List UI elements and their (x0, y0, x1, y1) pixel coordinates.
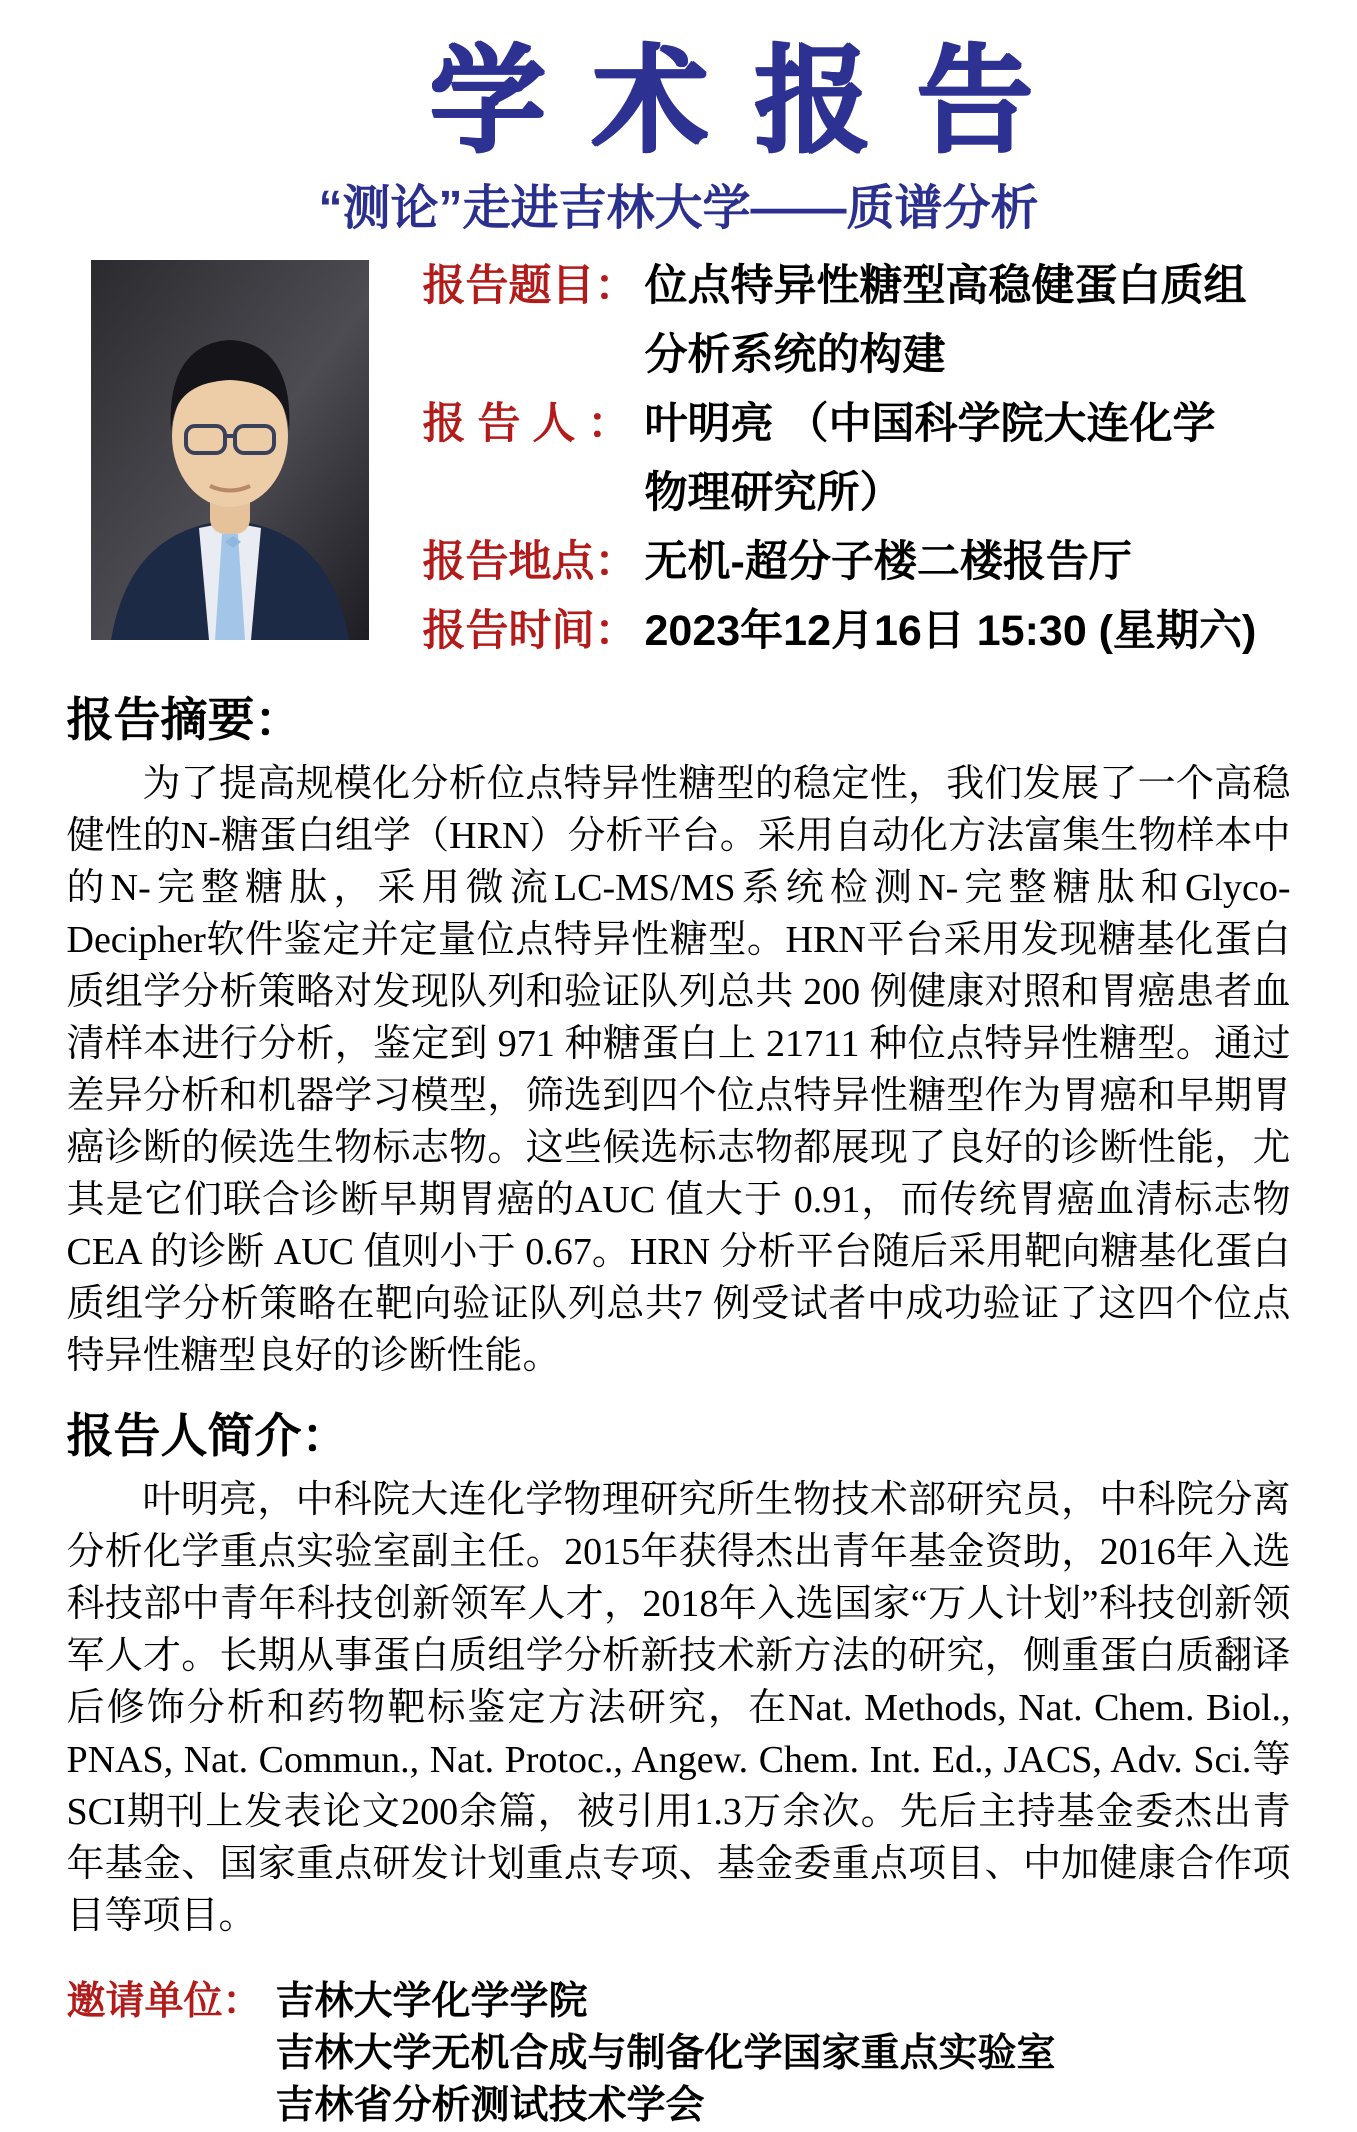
hosts-items (276, 1976, 1056, 2132)
talk-title-value (645, 252, 1247, 390)
host-item-3: 吉林省分析测试技术学会 (276, 2080, 1056, 2132)
abstract-heading: 报告摘要： (67, 692, 1291, 748)
location-label: 报告地点： (423, 528, 645, 597)
time-line: 2023年12月16日 15:30 (星期六) (645, 597, 1257, 666)
talk-title-line-2: 分析系统的构建 (645, 321, 1247, 390)
talk-info-rows (423, 250, 1257, 666)
speaker-photo (91, 260, 369, 640)
info-row-speaker (423, 390, 1257, 528)
location-line: 无机-超分子楼二楼报告厅 (645, 528, 1132, 597)
speaker-value (645, 390, 1216, 528)
bio-heading: 报告人简介： (67, 1408, 1291, 1464)
speaker-photo-image (91, 260, 369, 640)
info-row-title (423, 252, 1257, 390)
talk-title-line-1: 位点特异性糖型高稳健蛋白质组 (645, 252, 1247, 321)
speaker-line-1: 叶明亮 （中国科学院大连化学 (645, 390, 1216, 459)
talk-info-section (67, 250, 1291, 666)
speaker-label: 报 告 人 ： (423, 390, 645, 528)
time-label: 报告时间： (423, 597, 645, 666)
poster-page (27, 26, 1331, 2123)
hosts-label: 邀请单位： (67, 1976, 262, 2132)
host-item-2: 吉林大学无机合成与制备化学国家重点实验室 (276, 2028, 1056, 2080)
time-value (645, 597, 1257, 666)
info-row-time (423, 597, 1257, 666)
speaker-line-2: 物理研究所） (645, 459, 1216, 528)
talk-title-label: 报告题目： (423, 252, 645, 390)
location-value (645, 528, 1132, 597)
abstract-text: 为了提高规模化分析位点特异性糖型的稳定性，我们发展了一个高稳健性的N-糖蛋白组学（HRN）分析平台。采用自动化方法富集生物样本中的N-完整糖肽，采用微流LC-MS/MS系统检测N-完整糖肽和Glyco-Decipher软件鉴定并定量位点特异性糖型。HRN平台采用发现糖基化蛋白质组学分析策略对发现队列和验证队列总共 200 例健康对照和胃癌患者血清样本进行分析，鉴定到 971 种糖蛋白上 21711 种位点特异性糖型。通过差异分析和机器学习模型，筛选到四个位点特异性糖型作为胃癌和早期胃癌诊断的候选生物标志物。这些候选标志物都展现了良好的诊断性能，尤其是它们联合诊断早期胃癌的AUC 值大于 0.91，而传统胃癌血清标志物 CEA 的诊断 AUC 值则小于 0.67。HRN 分析平台随后采用靶向糖基化蛋白质组学分析策略在靶向验证队列总共7 例受试者中成功验证了这四个位点特异性糖型良好的诊断性能。 (67, 758, 1291, 1382)
hosts-section (67, 1976, 1291, 2132)
info-row-location (423, 528, 1257, 597)
page-title: 学术报告 (142, 26, 1357, 174)
page-subtitle: “测论”走进吉林大学——质谱分析 (67, 180, 1291, 238)
host-item-1: 吉林大学化学学院 (276, 1976, 1056, 2028)
bio-text: 叶明亮，中科院大连化学物理研究所生物技术部研究员，中科院分离分析化学重点实验室副主任。2015年获得杰出青年基金资助，2016年入选科技部中青年科技创新领军人才，2018年入选国家“万人计划”科技创新领军人才。长期从事蛋白质组学分析新技术新方法的研究，侧重蛋白质翻译后修饰分析和药物靶标鉴定方法研究，在Nat. Methods, Nat. Chem. Biol., PNAS, Nat. Commun., Nat. Protoc., Angew. Chem. Int. Ed., JACS, Adv. Sci.等SCI期刊上发表论文200余篇，被引用1.3万余次。先后主持基金委杰出青年基金、国家重点研发计划重点专项、基金委重点项目、中加健康合作项目等项目。 (67, 1474, 1291, 1942)
